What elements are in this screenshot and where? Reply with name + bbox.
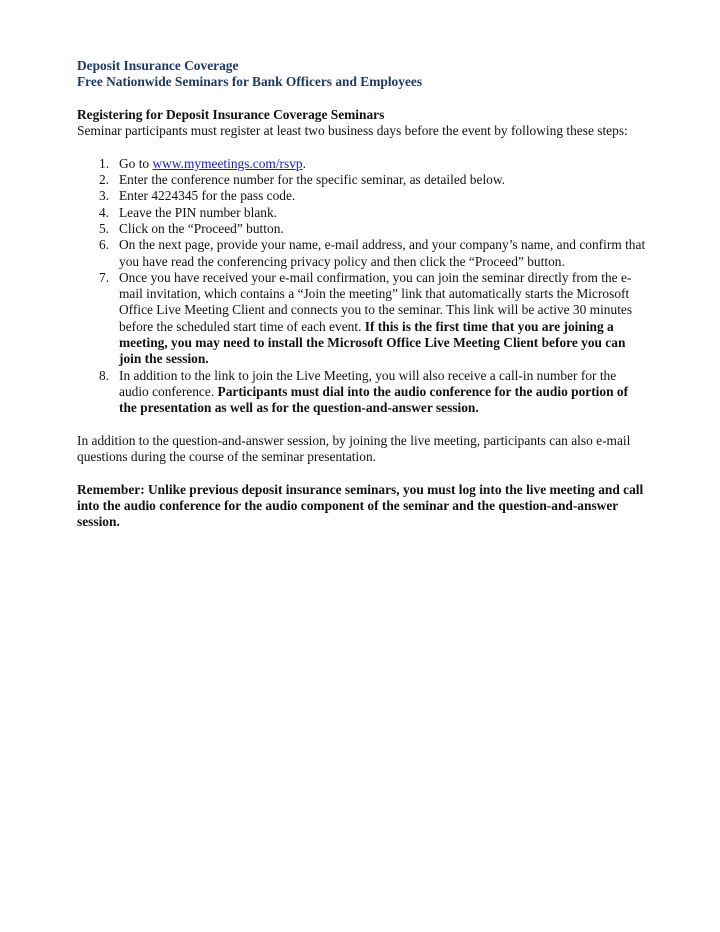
- rsvp-link[interactable]: www.mymeetings.com/rsvp: [152, 155, 303, 171]
- step-text-end: .: [302, 155, 306, 171]
- steps-list: [77, 156, 647, 417]
- step-number: 2.: [99, 172, 110, 188]
- document-subtitle: Free Nationwide Seminars for Bank Officers and Employees: [77, 74, 423, 90]
- step-text: Leave the PIN number blank.: [119, 204, 278, 220]
- step-number: 3.: [99, 188, 110, 204]
- step-text: In addition to the link to join the Live Meeting, you will also receive a call-in number for the audio conference.: [119, 367, 617, 399]
- list-item: [77, 172, 647, 188]
- step-number: 8.: [99, 367, 110, 383]
- step-bold-note: Participants must dial into the audio conference for the audio portion of the presentation as well as for the question-and-answer session.: [119, 383, 629, 416]
- qa-paragraph: In addition to the question-and-answer session, by joining the live meeting, participants can also e-mail questions during the course of the seminar presentation.: [77, 432, 631, 465]
- list-item: [77, 270, 647, 368]
- step-bold-note: If this is the first time that you are joining a meeting, you may need to install the Microsoft Office Live Meeting Client before you can join the session.: [119, 318, 626, 367]
- step-number: 5.: [99, 220, 110, 236]
- section-intro: Seminar participants must register at least two business days before the event by following these steps:: [77, 123, 628, 139]
- step-text: Enter 4224345 for the pass code.: [119, 188, 296, 204]
- list-item: [77, 205, 647, 221]
- list-item: [77, 156, 647, 172]
- list-item: [77, 237, 647, 270]
- document-page: [77, 58, 647, 531]
- step-number: 7.: [99, 269, 110, 285]
- step-number: 4.: [99, 204, 110, 220]
- step-text: Enter the conference number for the specific seminar, as detailed below.: [119, 172, 506, 188]
- step-text: On the next page, provide your name, e-mail address, and your company’s name, and confirm that you have read the conferencing privacy policy and then click the “Proceed” button.: [119, 237, 646, 269]
- list-item: [77, 368, 647, 417]
- step-text: Click on the “Proceed” button.: [119, 220, 284, 236]
- section-heading: Registering for Deposit Insurance Coverage Seminars: [77, 106, 385, 122]
- step-number: 6.: [99, 237, 110, 253]
- step-text: Go to: [119, 155, 153, 171]
- document-title: Deposit Insurance Coverage: [77, 58, 239, 73]
- step-text: Once you have received your e-mail confirmation, you can join the seminar directly from the e-mail invitation, which contains a “Join the meeting” link that automatically starts the Microsoft Office Live Meeting Client and connects you to the seminar. This link will be active 30 minutes before the scheduled start time of each event.: [119, 269, 633, 334]
- list-item: [77, 221, 647, 237]
- step-number: 1.: [99, 155, 110, 171]
- reminder-paragraph: Remember: Unlike previous deposit insurance seminars, you must log into the live meeting and call into the audio conference for the audio component of the seminar and the question-and-answer session.: [77, 481, 644, 530]
- list-item: [77, 188, 647, 204]
